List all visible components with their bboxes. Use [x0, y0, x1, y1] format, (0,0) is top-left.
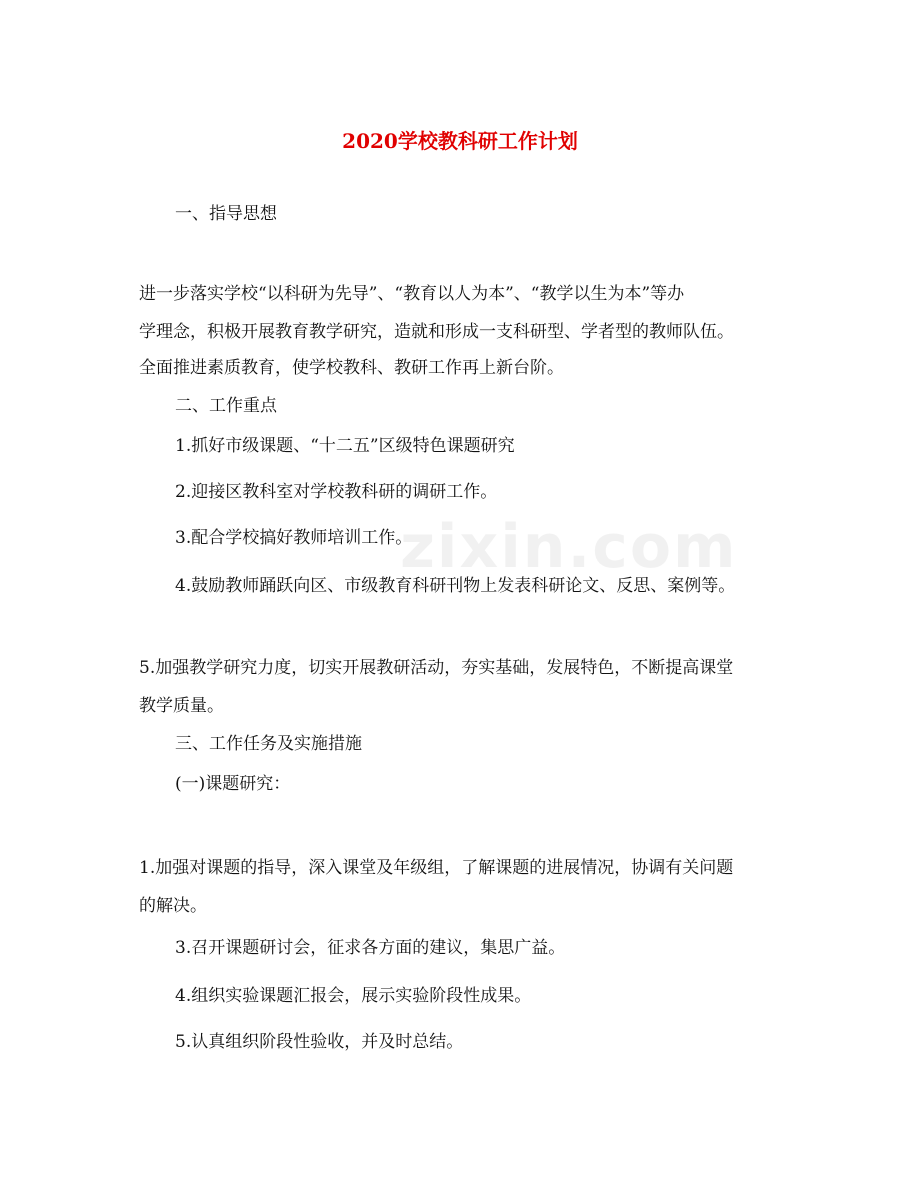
- watermark: zixin.com: [400, 512, 738, 582]
- list-item: 3.配合学校搞好教师培训工作。: [175, 528, 413, 548]
- subsection-heading-research: (一)课题研究：: [175, 774, 291, 794]
- paragraph-line: 全面推进素质教育，使学校教科、教研工作再上新台阶。: [139, 358, 564, 378]
- list-item: 5.认真组织阶段性验收，并及时总结。: [175, 1032, 464, 1052]
- list-item: 2.迎接区教科室对学校教科研的调研工作。: [175, 482, 498, 502]
- list-item: 1.加强对课题的指导，深入课堂及年级组，了解课题的进展情况，协调有关问题: [139, 858, 734, 878]
- paragraph-line: 学理念，积极开展教育教学研究，造就和形成一支科研型、学者型的教师队伍。: [139, 322, 734, 342]
- paragraph-line: 教学质量。: [139, 696, 224, 716]
- section-heading-tasks: 三、工作任务及实施措施: [175, 734, 362, 754]
- section-heading-work-focus: 二、工作重点: [175, 396, 277, 416]
- paragraph-line: 进一步落实学校“以科研为先导”、“教育以人为本”、“教学以生为本”等办: [139, 284, 685, 304]
- list-item: 4.组织实验课题汇报会，展示实验阶段性成果。: [175, 986, 532, 1006]
- page-title: 2020学校教科研工作计划: [342, 129, 578, 153]
- list-item: 3.召开课题研讨会，征求各方面的建议，集思广益。: [175, 938, 566, 958]
- list-item: 4.鼓励教师踊跃向区、市级教育科研刊物上发表科研论文、反思、案例等。: [175, 576, 736, 596]
- list-item: 1.抓好市级课题、“十二五”区级特色课题研究: [175, 436, 515, 456]
- section-heading-guiding-thought: 一、指导思想: [175, 204, 277, 224]
- list-item: 5.加强教学研究力度，切实开展教研活动，夯实基础，发展特色，不断提高课堂: [139, 658, 734, 678]
- paragraph-line: 的解决。: [139, 896, 207, 916]
